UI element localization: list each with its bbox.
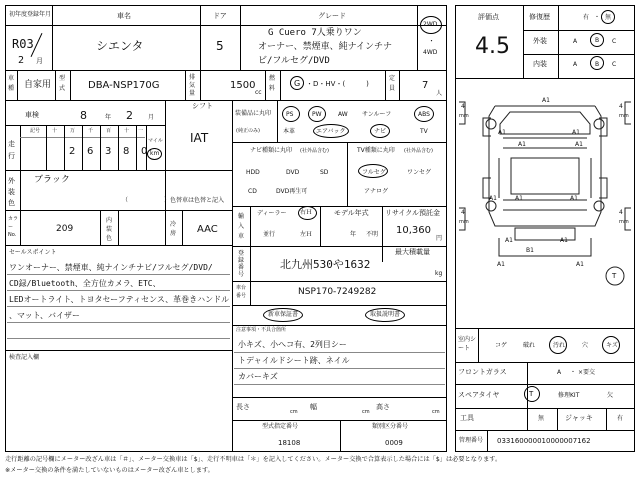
- car-name-label: 車名: [117, 12, 131, 20]
- navi-item: SD: [320, 169, 329, 176]
- seat-scratch-circle: [602, 336, 620, 354]
- first-reg-month-unit: 月: [36, 57, 43, 65]
- height-unit: cm: [432, 409, 440, 415]
- equipment-item: ナビ: [374, 128, 387, 135]
- recycle-label: リサイクル預託金: [385, 209, 441, 217]
- disp-value: 1500: [230, 80, 256, 91]
- equipment-item: AW: [338, 111, 348, 118]
- damage-mark: A1: [505, 237, 513, 244]
- windshield-sep: ・: [570, 369, 577, 376]
- damage-mark: A1: [489, 195, 497, 202]
- seat-item: 汚れ: [553, 342, 566, 349]
- windshield-other: ×要交: [578, 369, 596, 376]
- damage-mark: A1: [497, 261, 505, 268]
- ext-c: C: [612, 38, 617, 45]
- odometer-unit-label: 十: [52, 128, 58, 134]
- damage-mark: B1: [526, 247, 534, 254]
- equip-ps-circle: [282, 106, 300, 122]
- import-right: 右Ｈ: [300, 209, 313, 216]
- equipment-label: 装備品に丸印: [235, 110, 272, 117]
- equipment-item: PW: [312, 111, 322, 118]
- int-c: C: [612, 61, 617, 68]
- ac-value: AAC: [197, 224, 218, 235]
- equipment-item: 本革: [283, 128, 296, 135]
- inspection-year: 8: [80, 109, 87, 122]
- grade-line-1: G Cuero 7人乗りワン: [268, 28, 362, 38]
- model-year-unit: 年: [350, 231, 357, 238]
- grade-line-2: オーナー、禁煙車、純ナインチナ: [258, 42, 393, 52]
- type-no-label: 型式指定番号: [262, 423, 299, 430]
- int-label: 内装: [533, 60, 547, 68]
- windshield-a: A: [557, 369, 562, 376]
- import-left: 左Ｈ: [300, 231, 313, 238]
- color-no-value: 209: [56, 224, 74, 234]
- repair-sep: ・: [594, 14, 601, 21]
- grade-line-3: ビ/フルセグ/DVD: [258, 56, 330, 66]
- tv-sub: (社外品含む): [404, 148, 433, 154]
- first-reg-era: R03: [12, 37, 34, 51]
- odometer-digit: 6: [87, 146, 94, 157]
- class-no-label: 類別区分番号: [372, 423, 409, 430]
- equip-abs-circle: [414, 106, 434, 122]
- door-count: 5: [216, 39, 224, 53]
- sales-point-line: CD録/Bluetooth、全方位カメラ、ETC、: [9, 279, 161, 288]
- interior-color-label: 内装色: [106, 217, 113, 242]
- seat-item: キズ: [606, 342, 618, 349]
- damage-mark: A1: [518, 141, 526, 148]
- navi-sub: (社外品含む): [300, 148, 329, 154]
- equip-airbag-circle: [313, 124, 349, 138]
- tyre-unit: mm: [459, 113, 469, 119]
- equipment-item: エアバック: [316, 128, 346, 135]
- max-load-unit: kg: [435, 270, 443, 277]
- first-reg-month: 2: [18, 55, 25, 66]
- int-b: B: [595, 61, 600, 68]
- width-label: 幅: [310, 403, 317, 411]
- mgmt-label: 管理番号: [459, 437, 484, 444]
- tyre-unit: mm: [619, 219, 629, 225]
- damage-mark: A1: [575, 141, 583, 148]
- footer-note-1: 走行距離の記号欄にメーター改ざん車は「＃」、メーター交換車は「$」、走行不明車は「＊」を記入してください。メーター交換で合算表示した場合には「$」は必要となります。: [5, 456, 502, 463]
- tools-value: 無: [538, 415, 545, 422]
- note-line: トデャイルドシート跡、ネイル: [238, 356, 350, 365]
- sales-point-line: LEDオートライト、トヨタセーフティセンス、革巻きハンドル: [9, 295, 230, 304]
- damage-mark: A1: [572, 129, 580, 136]
- car-damage-diagram: [455, 78, 635, 328]
- car-name: シエンタ: [96, 39, 144, 53]
- equipment-item: サンルーフ: [362, 111, 392, 118]
- odometer-mile: マイル: [148, 138, 163, 144]
- navi-item: CD: [248, 188, 257, 195]
- recycle-value: 10,360: [396, 225, 431, 236]
- ext-label: 外装: [533, 37, 547, 45]
- tyre-depth: 4: [619, 103, 623, 110]
- damage-mark: A1: [576, 261, 584, 268]
- equipment-item: PS: [286, 111, 294, 118]
- odometer-digit: 3: [105, 146, 112, 157]
- first-reg-label: 初年度登録年月: [9, 11, 52, 18]
- ext-a: A: [573, 38, 578, 45]
- chassis-label: 車台番号: [236, 285, 247, 299]
- sales-point-line: ワンオーナー、禁煙車、純ナインチナビ/フルセグ/DVD/: [9, 263, 213, 272]
- odometer-unit-label: 千: [88, 128, 94, 134]
- shift-label: シフト: [192, 102, 213, 110]
- odometer-digit: 0: [141, 146, 148, 157]
- inspection-month: 2: [126, 109, 133, 122]
- model-year-label: モデル年式: [334, 209, 369, 217]
- odometer-km: km: [150, 150, 160, 157]
- tv-item: アナログ: [364, 188, 389, 195]
- width-unit: cm: [362, 409, 370, 415]
- jack-label: ジャッキ: [565, 414, 593, 422]
- seat-item: 穴: [582, 342, 589, 349]
- ext-b: B: [595, 37, 600, 44]
- capacity-unit: 人: [436, 90, 443, 97]
- capacity-label: 定員: [389, 75, 396, 92]
- spare-tire-label: スペアタイヤ: [458, 391, 500, 399]
- tyre-depth: 4: [461, 103, 465, 110]
- int-c-circle: [590, 56, 604, 70]
- exterior-note: （ ）色替車は色替と記入: [122, 197, 225, 204]
- recycle-unit: 円: [436, 235, 443, 242]
- usage-value: 自家用: [24, 80, 52, 90]
- seat-item: コゲ: [495, 342, 508, 349]
- odometer-unit-label: 記号: [30, 128, 41, 134]
- note-line: 小キズ、小へコ有、2列目シー: [238, 340, 347, 349]
- drive-4wd: 4WD: [423, 49, 438, 56]
- rating-score: 4.5: [475, 34, 510, 59]
- chassis-value: NSP170-7249282: [298, 287, 377, 297]
- odometer-label: 走行: [8, 140, 15, 160]
- odometer-unit-label: 一: [138, 128, 144, 134]
- disp-unit: cc: [255, 89, 262, 96]
- tv-item: フルセグ: [362, 169, 386, 176]
- seat-item: 破れ: [523, 342, 536, 349]
- tv-label: TV種類に丸印: [357, 147, 395, 154]
- import-label: 輸入車: [238, 213, 245, 240]
- odometer-digit: 8: [123, 146, 130, 157]
- inspection-year-unit: 年: [105, 114, 112, 121]
- note-line: カバーキズ: [238, 372, 278, 381]
- equipment-item: ABS: [418, 111, 430, 118]
- exterior-value: ブラック: [34, 175, 70, 185]
- drive-sep: ・: [428, 37, 435, 45]
- footer-note-2: ※メーター交換の条件を満たしていないものはメーター改ざん車とします。: [5, 467, 214, 474]
- max-load-label: 最大積載量: [395, 248, 430, 256]
- disp-label: 排気量: [189, 74, 196, 97]
- type-no: 18108: [278, 439, 301, 447]
- tv-item: ワンセグ: [407, 169, 432, 176]
- diagram-spare: T: [612, 272, 617, 280]
- sales-point-line: 、マット、バイザー: [9, 311, 80, 320]
- sales-points-label: セールスポイント: [9, 249, 57, 256]
- registration-label: 登録番号: [238, 250, 245, 278]
- drive-2wd: 2WD: [423, 21, 438, 28]
- length-label: 長さ: [236, 403, 250, 411]
- jack-value: 有: [617, 415, 624, 422]
- tyre-depth: 4: [461, 209, 465, 216]
- equipment-sub: (純正のみ): [236, 128, 260, 134]
- damage-mark: A1: [542, 97, 550, 104]
- color-no-label: カラーNo.: [8, 216, 19, 238]
- usage-label: 車種: [8, 75, 15, 92]
- odometer-unit-label: 百: [106, 128, 112, 134]
- repair-yes: 有: [583, 14, 590, 21]
- navi-item: DVD再生可: [276, 188, 308, 195]
- equipment-item: TV: [420, 128, 428, 135]
- damage-mark: A1: [498, 129, 506, 136]
- length-unit: cm: [290, 409, 298, 415]
- inspection-month-unit: 月: [148, 114, 155, 121]
- interior-seat-label: 室内シート: [458, 336, 477, 352]
- odometer-digit: 2: [69, 146, 76, 157]
- fuel-options: ・D・HV・( ): [306, 80, 369, 88]
- model-year-unknown: 不明: [366, 231, 379, 238]
- damage-mark: A1: [570, 195, 578, 202]
- spare-none: 欠: [607, 392, 614, 399]
- damage-mark: A1: [515, 195, 523, 202]
- fuel-g: G: [294, 79, 301, 88]
- spare-t: T: [529, 390, 534, 398]
- equip-pw-circle: [308, 106, 326, 122]
- inspection-label: 車検: [25, 111, 39, 119]
- exterior-label: 外装色: [8, 177, 15, 207]
- door-label: ドア: [213, 12, 227, 20]
- height-label: 高さ: [376, 403, 390, 411]
- fuel-label: 燃料: [269, 75, 276, 92]
- odometer-unit-label: 万: [70, 128, 76, 134]
- manual: 取扱説明書: [370, 311, 401, 318]
- capacity-value: 7: [422, 80, 429, 91]
- seat-stain-circle: [549, 336, 567, 354]
- inspector-label: 検査記入欄: [9, 354, 40, 361]
- import-dealer: ディーラー: [257, 210, 287, 217]
- repair-label: 修復歴: [529, 13, 550, 21]
- equip-navi-circle: [370, 124, 390, 138]
- shift-value: IAT: [190, 131, 209, 145]
- tv-fullseg-circle: [358, 164, 388, 178]
- mgmt-value: 033160000010000007162: [497, 437, 591, 445]
- navi-label: ナビ種類に丸印: [250, 147, 293, 154]
- new-car-warranty: 新車保証書: [268, 311, 299, 318]
- tyre-unit: mm: [459, 219, 469, 225]
- class-no: 0009: [385, 439, 403, 447]
- grade-label: グレード: [318, 12, 346, 20]
- spare-kit: 修理KIT: [558, 392, 580, 399]
- damage-mark: A1: [560, 237, 568, 244]
- tools-label: 工具: [460, 414, 474, 422]
- registration-value: 北九州530や1632: [280, 258, 371, 271]
- odometer-unit-label: 十: [124, 128, 130, 134]
- navi-item: DVD: [286, 169, 300, 176]
- tyre-depth: 4: [619, 209, 623, 216]
- ac-label: 冷房: [170, 221, 177, 237]
- navi-item: HDD: [246, 169, 260, 176]
- windshield-label: フロントガラス: [458, 368, 507, 376]
- tyre-unit: mm: [619, 113, 629, 119]
- notes-label: 注意事項・不具合箇所: [236, 327, 287, 333]
- model-label: 型式: [59, 75, 66, 92]
- import-parallel: 並行: [263, 231, 276, 238]
- repair-no: 無: [605, 14, 612, 21]
- model-value: DBA-NSP170G: [88, 80, 160, 91]
- rating-label: 評価点: [478, 13, 499, 21]
- int-a: A: [573, 61, 578, 68]
